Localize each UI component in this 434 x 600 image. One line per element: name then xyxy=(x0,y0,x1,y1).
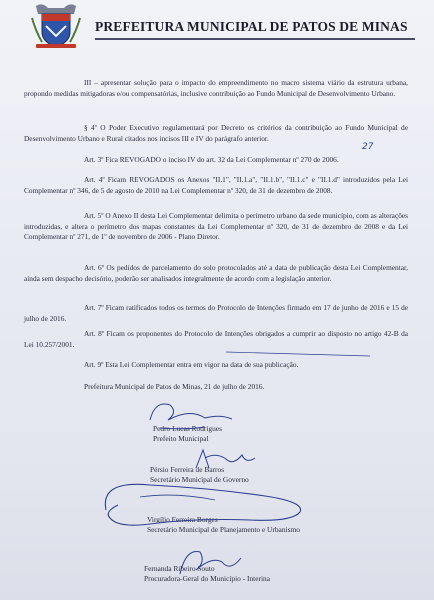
article-9: Art. 9º Esta Lei Complementar entra em vigor na data de sua publicação. xyxy=(84,360,299,369)
article-6: Art. 6º Os pedidos de parcelamento do solo protocolados até a data de publicação desta Lei Complementar, ainda sem despacho decisório, poderão ser analisados integralmente de acordo com a legislação anterior. xyxy=(24,263,408,283)
municipal-coat-of-arms xyxy=(28,2,84,50)
signatory-2-title: Secretário Municipal de Governo xyxy=(150,475,249,484)
paragraph-inciso-iii: III – apresentar solução para o impacto do empreendimento no macro sistema viário da estrutura urbana, propondo medidas mitigadoras e/ou compensatórias, inclusive contribuição ao Fundo Municipal de Desenvolvimento Urbano. xyxy=(24,78,408,98)
closing-date-line: Prefeitura Municipal de Patos de Minas, 21 de julho de 2016. xyxy=(84,382,265,391)
signatory-4-name: Fernanda Ribeiro Souto xyxy=(144,564,215,573)
signatory-4-title: Procuradora-Geral do Município - Interina xyxy=(144,574,271,583)
signatory-1-title: Prefeito Municipal xyxy=(153,434,209,443)
margin-note: 27 xyxy=(362,142,374,152)
header-divider xyxy=(95,38,415,40)
article-4: Art. 4º Ficam REVOGADOS os Anexos "II.1", "II.1.a", "II.1.b", "II.1.c" e "II.1.d" introduzidos pela Lei Complementar nº 346, de 5 de agosto de 2010 na Lei Complementar nº 320, de 31 de dezembro de 2008. xyxy=(24,175,408,195)
paragraph-section-4: § 4º O Poder Executivo regulamentará por Decreto os critérios da contribuição ao Fundo Municipal de Desenvolvimento Urbano e Rural citados nos incisos III e IV do parágrafo anterior. xyxy=(24,123,408,143)
article-7: Art. 7º Ficam ratificados todos os termos do Protocolo de Intenções firmado em 17 de junho de 2016 e 15 de julho de 2016. xyxy=(24,303,408,323)
article-8: Art. 8º Ficam os proponentes do Protocolo de Intenções obrigados a cumprir ao disposto no artigo 42-B da Lei 10.257/2001. xyxy=(24,329,408,349)
signatory-1-name: Pedro Lucas Rodrigues xyxy=(153,424,222,433)
article-5: Art. 5º O Anexo II desta Lei Complementar delimita o perímetro urbano da sede município, com as alterações introduzidas, e altera o perímetro dos mapas constantes da Lei Complementar nº 320, de 31 de dezembro de 2008 e da Lei Complementar nº 271, de 1º de novembro de 2006 - Plano Diretor. xyxy=(24,211,408,242)
signatory-3-name: Virgílio Ferreira Borges xyxy=(147,515,218,524)
header-title: PREFEITURA MUNICIPAL DE PATOS DE MINAS xyxy=(95,19,408,34)
article-3: Art. 3º Fica REVOGADO o inciso IV do art. 32 da Lei Complementar nº 270 de 2006. xyxy=(84,155,339,164)
signatory-3-title: Secretário Municipal de Planejamento e Urbanismo xyxy=(147,525,300,534)
signatory-2-name: Pérsio Ferreira de Barros xyxy=(150,465,225,474)
